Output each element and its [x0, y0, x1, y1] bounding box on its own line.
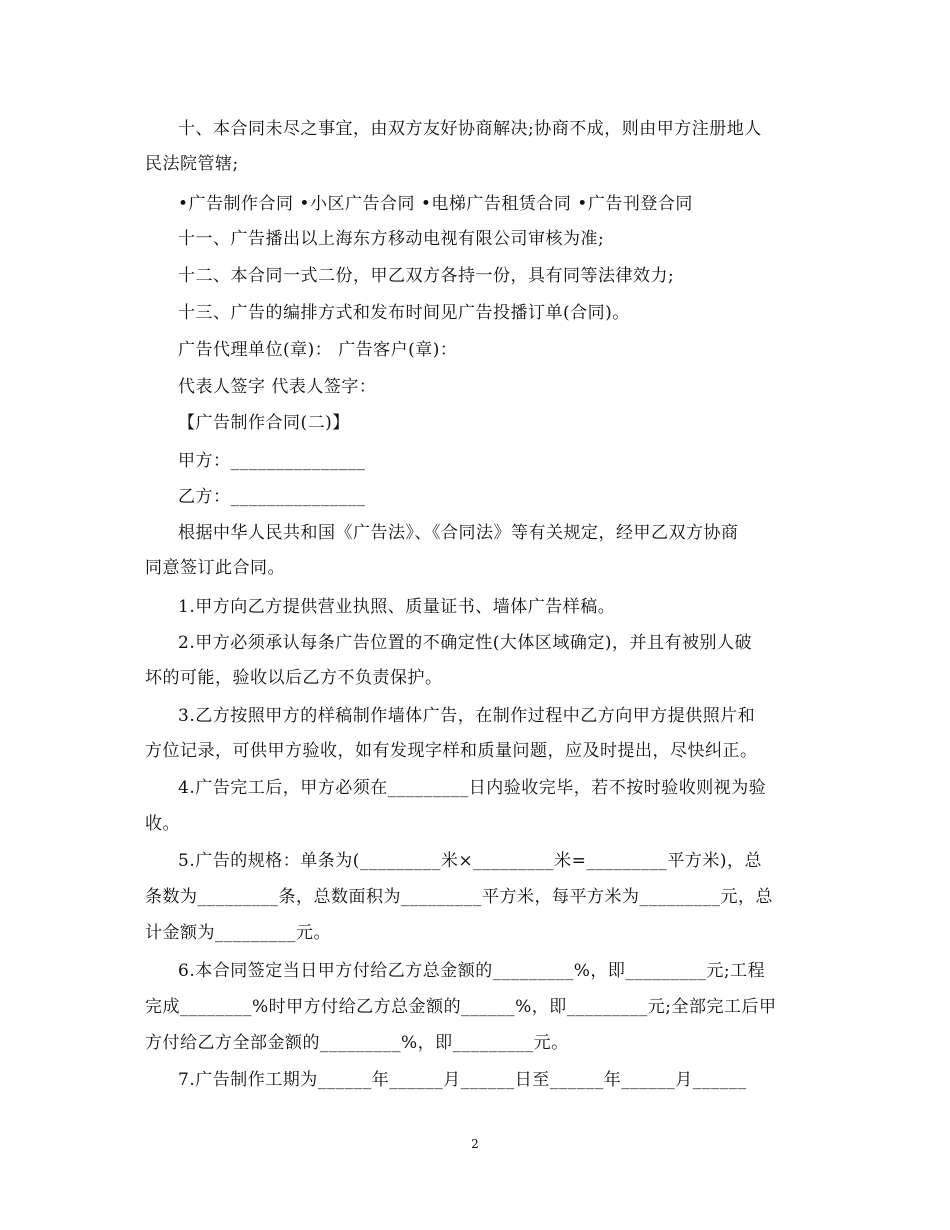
section-title: 【广告制作合同(二)】: [178, 413, 350, 433]
item-2-line-1: 2.甲方必须承认每条广告位置的不确定性(大体区域确定)，并且有被别人破: [178, 633, 752, 653]
clause-10-line-2: 民法院管辖;: [145, 154, 239, 174]
item-1: 1.甲方向乙方提供营业执照、质量证书、墙体广告样稿。: [178, 597, 616, 617]
item-5-line-1: 5.广告的规格：单条为(_________米×_________米=_________平方米)，总: [178, 851, 762, 871]
item-5-line-2: 条数为_________条，总数面积为_________平方米，每平方米为_________元，总: [145, 887, 773, 907]
related-links-line: •广告制作合同 •小区广告合同 •电梯广告租赁合同 •广告刊登合同: [178, 194, 693, 214]
item-6-line-2: 完成________%时甲方付给乙方总金额的______%，即_________元;全部完工后甲: [145, 997, 777, 1017]
item-3-line-2: 方位记录，可供甲方验收，如有发现字样和质量问题，应及时提出，尽快纠正。: [145, 741, 758, 761]
page-number: 2: [471, 1137, 479, 1151]
item-6-line-3: 方付给乙方全部金额的_________%，即_________元。: [145, 1033, 569, 1053]
seal-line: 广告代理单位(章)： 广告客户(章)：: [178, 340, 458, 360]
preamble-line-1: 根据中华人民共和国《广告法》、《合同法》等有关规定，经甲乙双方协商: [178, 523, 739, 543]
clause-13: 十三、广告的编排方式和发布时间见广告投播订单(合同)。: [178, 303, 630, 323]
item-2-line-2: 坏的可能，验收以后乙方不负责保护。: [145, 668, 443, 688]
item-5-line-3: 计金额为_________元。: [145, 923, 331, 943]
party-a-line: 甲方：_______________: [178, 451, 366, 471]
clause-11: 十一、广告播出以上海东方移动电视有限公司审核为准;: [178, 229, 605, 249]
item-4-line-1: 4.广告完工后，甲方必须在_________日内验收完毕，若不按时验收则视为验: [178, 778, 767, 798]
signature-line: 代表人签字 代表人签字：: [178, 377, 377, 397]
preamble-line-2: 同意签订此合同。: [145, 558, 285, 578]
party-b-line: 乙方：_______________: [178, 487, 366, 507]
clause-12: 十二、本合同一式二份，甲乙双方各持一份，具有同等法律效力;: [178, 266, 675, 286]
item-7-line-1: 7.广告制作工期为______年______月______日至______年______月______: [178, 1070, 747, 1090]
item-6-line-1: 6.本合同签定当日甲方付给乙方总金额的_________%，即_________元;工程: [178, 961, 766, 981]
clause-10-line-1: 十、本合同未尽之事宜，由双方友好协商解决;协商不成，则由甲方注册地人: [178, 119, 762, 139]
item-4-line-2: 收。: [145, 814, 180, 834]
item-3-line-1: 3.乙方按照甲方的样稿制作墙体广告，在制作过程中乙方向甲方提供照片和: [178, 706, 756, 726]
